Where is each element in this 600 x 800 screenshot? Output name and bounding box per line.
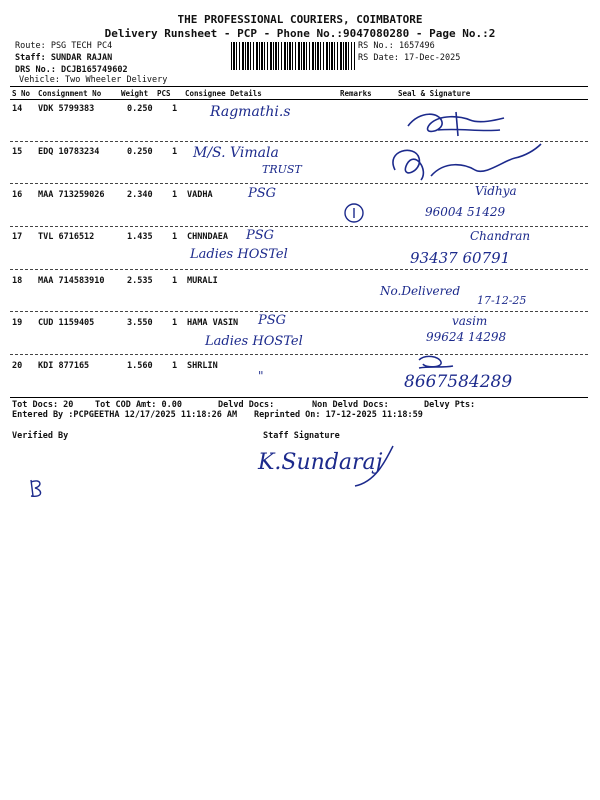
row-sno: 16 <box>12 190 23 200</box>
row-weight: 2.535 <box>127 276 153 286</box>
col-pcs: PCS <box>157 89 171 98</box>
drs-label: DRS No.: DCJB165749602 <box>15 65 128 75</box>
row-pcs: 1 <box>172 276 178 286</box>
hw-row15-signature <box>385 140 555 190</box>
route-label: Route: PSG TECH PC4 <box>15 41 113 51</box>
hw-row14-name: Ragmathi.s <box>210 104 291 120</box>
row-weight: 3.550 <box>127 318 153 328</box>
hw-row18-note: No.Delivered <box>380 284 461 298</box>
row-pcs: 1 <box>172 104 178 114</box>
hw-row19-sig-name: vasim <box>452 314 488 328</box>
staff-handwritten-signature: K.Sundaraj <box>258 450 383 475</box>
vehicle-label: Vehicle: Two Wheeler Delivery <box>19 75 168 85</box>
company-title: THE PROFESSIONAL COURIERS, COIMBATORE <box>177 13 423 26</box>
row-sno: 17 <box>12 232 23 242</box>
row-divider <box>10 226 588 227</box>
hw-row19-psg: PSG <box>258 313 287 328</box>
hw-row19-phone: 99624 14298 <box>426 330 507 344</box>
verified-initial-signature <box>25 478 49 500</box>
hw-row16-sig-name: Vidhya <box>475 184 517 198</box>
table-header-rule <box>10 99 588 100</box>
row-weight: 2.340 <box>127 190 153 200</box>
row-divider <box>10 311 588 312</box>
row-divider <box>10 269 588 270</box>
row-consignee: CHNNDAEA <box>187 232 228 242</box>
hw-row18-date: 17-12-25 <box>477 294 527 307</box>
row-consignment: MAA 713259026 <box>38 190 105 200</box>
hw-row17-sig-name: Chandran <box>470 229 531 243</box>
row-sno: 14 <box>12 104 23 114</box>
row-sno: 18 <box>12 276 23 286</box>
col-seal-signature: Seal & Signature <box>398 89 471 98</box>
hw-row16-circle-mark <box>343 202 367 224</box>
row-sno: 19 <box>12 318 23 328</box>
row-divider <box>10 354 588 355</box>
hw-row14-signature <box>400 106 510 142</box>
staff-signature-label: Staff Signature <box>263 431 340 441</box>
row-consignee: MURALI <box>187 276 218 286</box>
hw-row16-phone: 96004 51429 <box>425 205 506 219</box>
row-pcs: 1 <box>172 361 178 371</box>
rs-date: RS Date: 17-Dec-2025 <box>358 53 461 63</box>
staff-signature-flourish <box>255 442 405 492</box>
row-consignment: KDI 877165 <box>38 361 90 371</box>
hw-row19-hostel: Ladies HOSTel <box>205 334 303 349</box>
hw-row17-hostel: Ladies HOSTel <box>190 247 288 262</box>
rs-number: RS No.: 1657496 <box>358 41 435 51</box>
hw-row20-phone: 8667584289 <box>404 372 513 392</box>
row-consignee: SHRLIN <box>187 361 218 371</box>
total-cod: Tot COD Amt: 0.00 <box>95 400 182 410</box>
row-weight: 1.435 <box>127 232 153 242</box>
col-consignment: Consignment No <box>38 89 102 98</box>
row-consignee: HAMA VASIN <box>187 318 239 328</box>
row-sno: 20 <box>12 361 23 371</box>
total-docs: Tot Docs: 20 <box>12 400 74 410</box>
row-consignee: VADHA <box>187 190 213 200</box>
row-weight: 0.250 <box>127 147 153 157</box>
delivered-docs: Delvd Docs: <box>218 400 275 410</box>
hw-row16-psg: PSG <box>248 186 277 201</box>
hw-row20-mark: " <box>258 369 264 383</box>
row-pcs: 1 <box>172 232 178 242</box>
row-weight: 1.560 <box>127 361 153 371</box>
reprinted-on: Reprinted On: 17-12-2025 11:18:59 <box>254 410 423 420</box>
col-remarks: Remarks <box>340 89 372 98</box>
runsheet-subtitle: Delivery Runsheet - PCP - Phone No.:9047080280 - Page No.:2 <box>104 27 496 40</box>
row-pcs: 1 <box>172 190 178 200</box>
row-consignment: EDQ 10783234 <box>38 147 100 157</box>
hw-row15-name: M/S. Vimala <box>193 145 279 161</box>
row-consignment: MAA 714583910 <box>38 276 105 286</box>
hw-row17-phone: 93437 60791 <box>410 249 511 267</box>
table-bottom-rule <box>10 397 588 398</box>
entered-by: Entered By :PCPGEETHA 12/17/2025 11:18:26 AM <box>12 410 238 420</box>
row-pcs: 1 <box>172 147 178 157</box>
staff-label: Staff: SUNDAR RAJAN <box>15 53 113 63</box>
col-weight: Weight <box>121 89 149 98</box>
col-sno: S No <box>12 89 31 98</box>
row-pcs: 1 <box>172 318 178 328</box>
row-weight: 0.250 <box>127 104 153 114</box>
barcode <box>231 42 355 70</box>
hw-row17-psg: PSG <box>246 228 275 243</box>
col-consignee: Consignee Details <box>185 89 262 98</box>
table-top-rule <box>10 86 588 87</box>
non-delivered-docs: Non Delvd Docs: <box>312 400 389 410</box>
hw-row20-signature <box>415 352 455 372</box>
row-consignment: CUD 1159405 <box>38 318 95 328</box>
row-consignment: VDK 5799383 <box>38 104 95 114</box>
row-sno: 15 <box>12 147 23 157</box>
verified-by-label: Verified By <box>12 431 69 441</box>
hw-row15-trust: TRUST <box>262 163 302 176</box>
delivery-points: Delvy Pts: <box>424 400 476 410</box>
row-consignment: TVL 6716512 <box>38 232 95 242</box>
